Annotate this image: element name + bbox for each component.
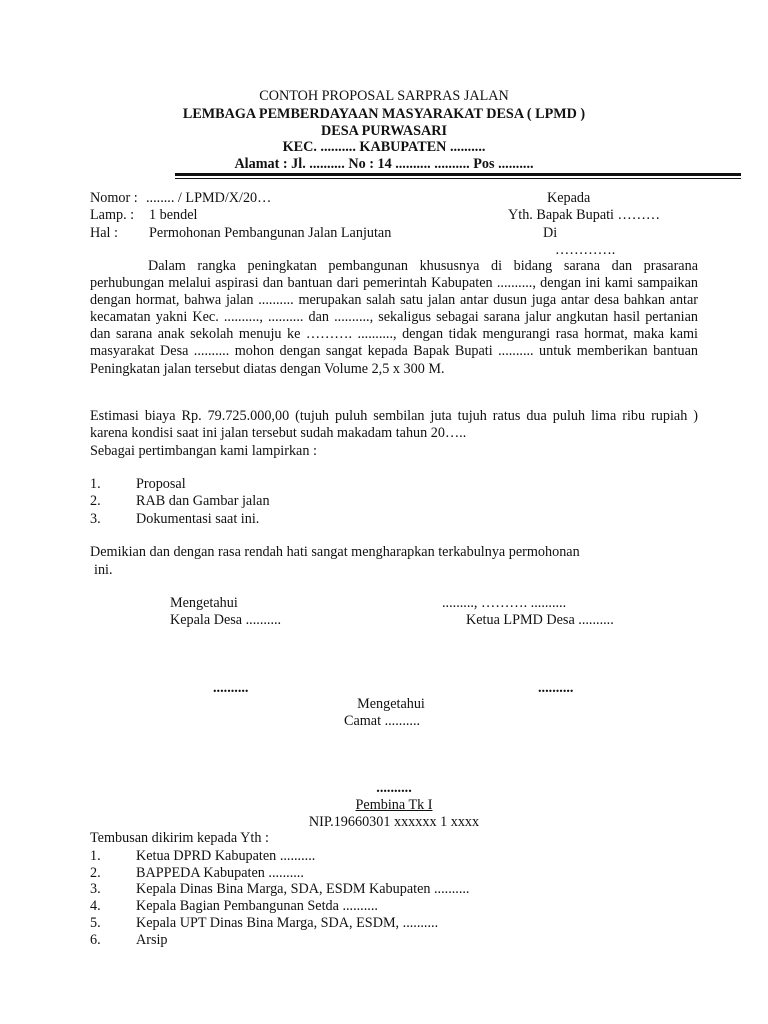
lamp-value: 1 bendel	[149, 207, 198, 223]
hal-value: Permohonan Pembangunan Jalan Lanjutan	[149, 225, 392, 241]
closing-line-2: ini.	[94, 562, 113, 578]
tembusan-number: 4.	[90, 898, 101, 914]
camat-name: ..........	[376, 780, 412, 796]
nomor-value: ........ / LPMD/X/20…	[146, 190, 272, 206]
sign-right-title: Ketua LPMD Desa ..........	[466, 612, 614, 628]
sign-right-date: ........., ………. ..........	[442, 595, 567, 611]
camat-rank-text: Pembina Tk I	[355, 797, 433, 813]
camat-rank	[10, 797, 768, 813]
body-paragraph-2: Estimasi biaya Rp. 79.725.000,00 (tujuh puluh sembilan juta tujuh ratus dua puluh lima ribu rupiah ) karena kondisi saat ini jalan tersebut sudah makadam tahun 20…..	[90, 408, 698, 441]
tembusan-item: Ketua DPRD Kabupaten ..........	[136, 848, 316, 864]
tembusan-item: BAPPEDA Kabupaten ..........	[136, 865, 304, 881]
tembusan-number: 6.	[90, 932, 101, 948]
sign-center-title: Camat ..........	[344, 713, 421, 729]
recipient-kepada: Kepada	[547, 190, 591, 206]
sign-left-name: ..........	[213, 680, 249, 696]
attachments-intro: Sebagai pertimbangan kami lampirkan :	[90, 443, 317, 459]
lamp-label: Lamp. :	[90, 207, 135, 223]
attachment-item: Dokumentasi saat ini.	[136, 511, 260, 527]
header-divider-thin	[175, 178, 741, 179]
attachment-item: RAB dan Gambar jalan	[136, 493, 270, 509]
sign-left-title: Kepala Desa ..........	[170, 612, 282, 628]
header-divider-thick	[175, 173, 741, 176]
camat-nip: NIP.19660301 xxxxxx 1 xxxx	[308, 814, 480, 830]
sign-center-mengetahui: Mengetahui	[357, 696, 425, 712]
header-address: Alamat : Jl. .......... No : 14 .......... .......... Pos ..........	[234, 156, 534, 172]
header-title: CONTOH PROPOSAL SARPRAS JALAN	[259, 88, 509, 104]
recipient-di: Di	[543, 225, 558, 241]
tembusan-item: Kepala Bagian Pembangunan Setda ..........	[136, 898, 378, 914]
tembusan-item: Kepala UPT Dinas Bina Marga, SDA, ESDM, ..........	[136, 915, 439, 931]
header-district: KEC. .......... KABUPATEN ..........	[282, 139, 486, 155]
recipient-place: ………….	[555, 242, 616, 258]
tembusan-number: 3.	[90, 881, 101, 897]
closing-line-1: Demikian dan dengan rasa rendah hati sangat mengharapkan terkabulnya permohonan	[90, 544, 580, 560]
header-village: DESA PURWASARI	[320, 123, 448, 139]
sign-left-mengetahui: Mengetahui	[170, 595, 238, 611]
attachment-number: 2.	[90, 493, 101, 509]
tembusan-number: 5.	[90, 915, 101, 931]
attachment-item: Proposal	[136, 476, 186, 492]
attachment-number: 3.	[90, 511, 101, 527]
recipient-yth: Yth. Bapak Bupati ………	[508, 207, 661, 223]
tembusan-item: Arsip	[136, 932, 168, 948]
attachment-number: 1.	[90, 476, 101, 492]
body-paragraph-1: Dalam rangka peningkatan pembangunan khususnya di bidang sarana dan prasarana perhubungan melalui aspirasi dan bantuan dari pemerintah Kabupaten .........., dengan ini kami sampaikan dengan hormat, bahwa jalan .......... merupakan salah satu jalan antar dusun juga antar desa bahkan antar kecamatan yakni Kec. .........., .......... dan .........., sekaligus sebagai sarana jalur angkutan hasil pertanian dan sarana anak sekolah menuju ke ………. .........., dengan tidak mengurangi rasa hormat, maka kami masyarakat Desa .......... mohon dengan sangat kepada Bapak Bupati .......... untuk memberikan bantuan Peningkatan jalan tersebut diatas dengan Volume 2,5 x 300 M.	[90, 258, 698, 377]
tembusan-intro: Tembusan dikirim kepada Yth :	[90, 830, 269, 846]
nomor-label: Nomor :	[90, 190, 138, 206]
tembusan-item: Kepala Dinas Bina Marga, SDA, ESDM Kabupaten ..........	[136, 881, 470, 897]
header-institution: LEMBAGA PEMBERDAYAAN MASYARAKAT DESA ( LPMD )	[182, 106, 586, 122]
hal-label: Hal :	[90, 225, 118, 241]
sign-right-name: ..........	[538, 680, 574, 696]
tembusan-number: 1.	[90, 848, 101, 864]
tembusan-number: 2.	[90, 865, 101, 881]
